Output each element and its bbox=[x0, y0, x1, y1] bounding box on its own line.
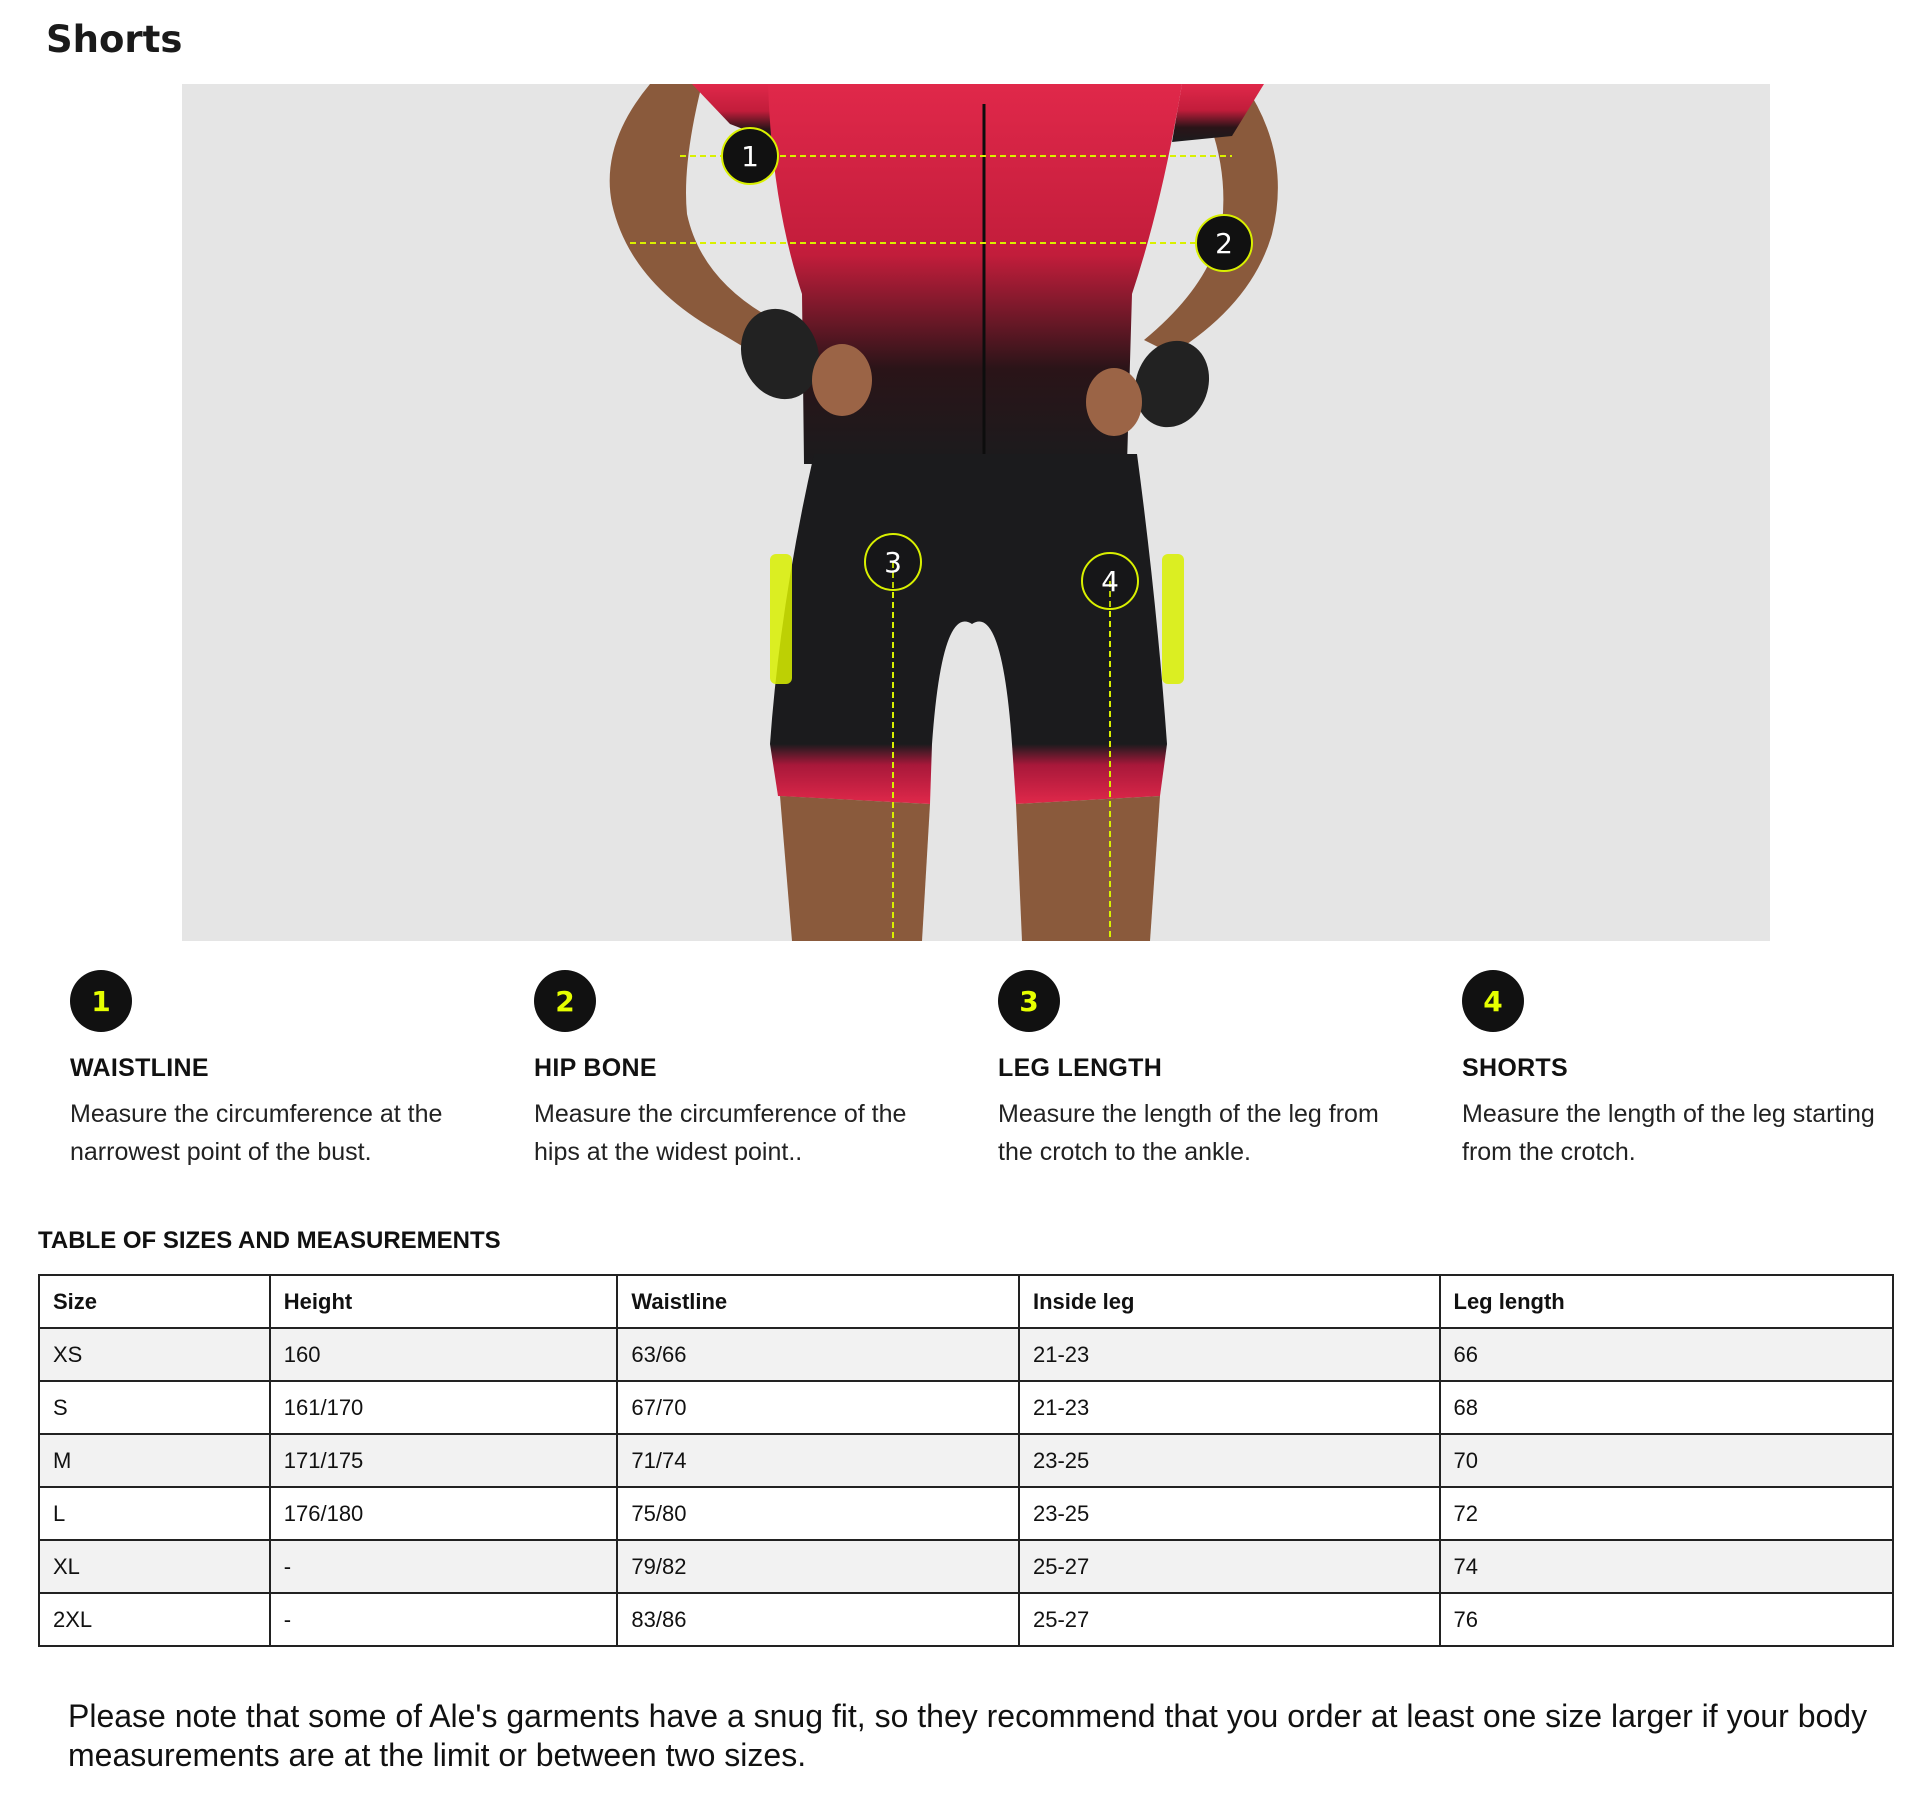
size-table bbox=[38, 1274, 1894, 1647]
step-waistline bbox=[70, 970, 490, 1171]
cell-height: 160 bbox=[270, 1328, 618, 1381]
step-number-badge: 1 bbox=[70, 970, 132, 1032]
table-row bbox=[39, 1487, 1893, 1540]
step-title: LEG LENGTH bbox=[998, 1054, 1163, 1082]
table-row bbox=[39, 1434, 1893, 1487]
step-title: SHORTS bbox=[1462, 1054, 1568, 1082]
step-description: Measure the circumference at the narrowest point of the bust. bbox=[70, 1100, 443, 1166]
page-title: Shorts bbox=[46, 18, 183, 61]
column-header-waistline: Waistline bbox=[617, 1275, 1019, 1328]
cell-waistline: 71/74 bbox=[617, 1434, 1019, 1487]
cell-inside-leg: 25-27 bbox=[1019, 1593, 1440, 1646]
hero-marker-4: 4 bbox=[1081, 552, 1139, 610]
cell-height: - bbox=[270, 1593, 618, 1646]
table-heading: TABLE OF SIZES AND MEASUREMENTS bbox=[38, 1227, 501, 1254]
step-number-badge: 3 bbox=[998, 970, 1060, 1032]
cell-height: 176/180 bbox=[270, 1487, 618, 1540]
fit-note: Please note that some of Ale's garments have a snug fit, so they recommend that you order at least one size larger if your body measurements are at the limit or between two sizes. bbox=[68, 1698, 1868, 1773]
table-row bbox=[39, 1540, 1893, 1593]
cell-leg-length: 76 bbox=[1440, 1593, 1894, 1646]
cell-size: M bbox=[39, 1434, 270, 1487]
step-number-badge: 2 bbox=[534, 970, 596, 1032]
cell-leg-length: 72 bbox=[1440, 1487, 1894, 1540]
cell-leg-length: 70 bbox=[1440, 1434, 1894, 1487]
table-row bbox=[39, 1328, 1893, 1381]
step-shorts bbox=[1462, 970, 1882, 1171]
cell-waistline: 83/86 bbox=[617, 1593, 1019, 1646]
cell-inside-leg: 25-27 bbox=[1019, 1540, 1440, 1593]
cell-waistline: 75/80 bbox=[617, 1487, 1019, 1540]
cell-inside-leg: 21-23 bbox=[1019, 1328, 1440, 1381]
measurement-steps bbox=[70, 970, 1920, 1190]
step-leg-length bbox=[998, 970, 1418, 1171]
cell-waistline: 79/82 bbox=[617, 1540, 1019, 1593]
step-description: Measure the circumference of the hips at the widest point.. bbox=[534, 1100, 907, 1166]
table-header-row bbox=[39, 1275, 1893, 1328]
cell-leg-length: 68 bbox=[1440, 1381, 1894, 1434]
cell-waistline: 63/66 bbox=[617, 1328, 1019, 1381]
cell-size: L bbox=[39, 1487, 270, 1540]
hero-marker-2: 2 bbox=[1195, 214, 1253, 272]
cell-leg-length: 74 bbox=[1440, 1540, 1894, 1593]
column-header-size: Size bbox=[39, 1275, 270, 1328]
step-description: Measure the length of the leg from the crotch to the ankle. bbox=[998, 1100, 1379, 1166]
hero-marker-1: 1 bbox=[721, 127, 779, 185]
step-description: Measure the length of the leg starting from the crotch. bbox=[1462, 1100, 1875, 1166]
cell-inside-leg: 21-23 bbox=[1019, 1381, 1440, 1434]
step-hip-bone bbox=[534, 970, 954, 1171]
cell-size: 2XL bbox=[39, 1593, 270, 1646]
measurement-guide-photo bbox=[182, 84, 1770, 941]
right-glove bbox=[1123, 330, 1221, 437]
cell-waistline: 67/70 bbox=[617, 1381, 1019, 1434]
hero-marker-3: 3 bbox=[864, 533, 922, 591]
cell-leg-length: 66 bbox=[1440, 1328, 1894, 1381]
step-number-badge: 4 bbox=[1462, 970, 1524, 1032]
cell-inside-leg: 23-25 bbox=[1019, 1487, 1440, 1540]
column-header-leg-length: Leg length bbox=[1440, 1275, 1894, 1328]
cell-inside-leg: 23-25 bbox=[1019, 1434, 1440, 1487]
column-header-inside-leg: Inside leg bbox=[1019, 1275, 1440, 1328]
cyclist-illustration bbox=[182, 84, 1770, 941]
cell-height: - bbox=[270, 1540, 618, 1593]
table-row bbox=[39, 1381, 1893, 1434]
step-title: WAISTLINE bbox=[70, 1054, 209, 1082]
column-header-height: Height bbox=[270, 1275, 618, 1328]
cell-size: S bbox=[39, 1381, 270, 1434]
cell-size: XL bbox=[39, 1540, 270, 1593]
cell-height: 161/170 bbox=[270, 1381, 618, 1434]
table-row bbox=[39, 1593, 1893, 1646]
cell-height: 171/175 bbox=[270, 1434, 618, 1487]
step-title: HIP BONE bbox=[534, 1054, 657, 1082]
cell-size: XS bbox=[39, 1328, 270, 1381]
